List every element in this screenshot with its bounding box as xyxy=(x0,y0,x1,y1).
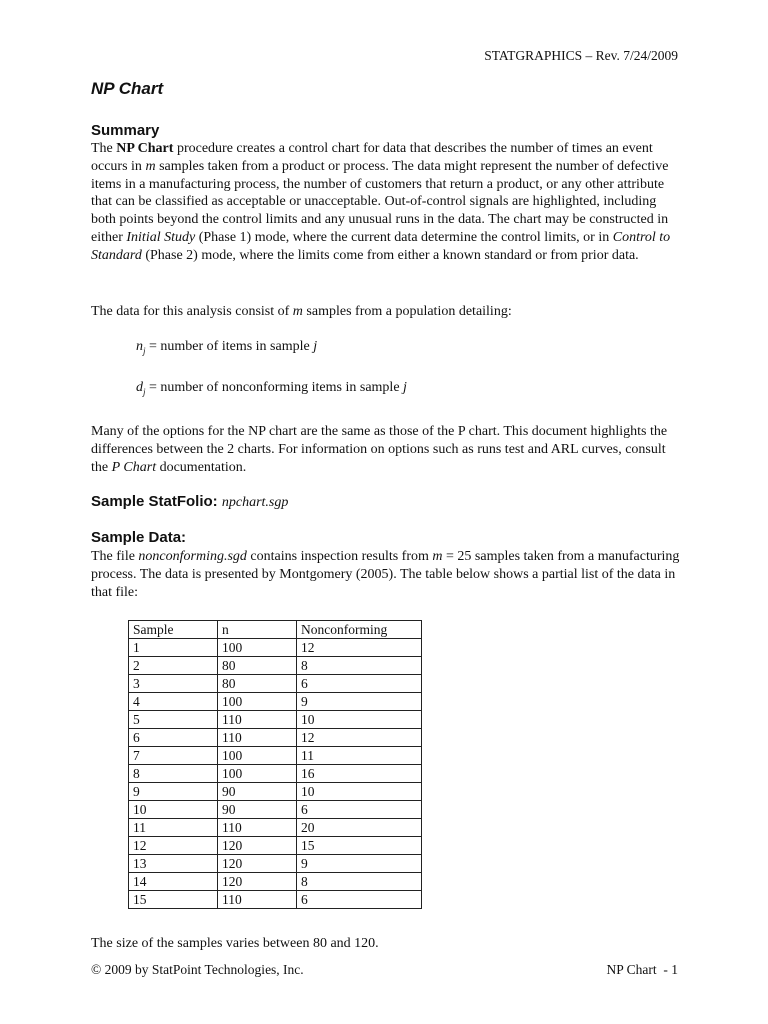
table-row xyxy=(129,873,422,891)
table-cell: 120 xyxy=(218,837,297,855)
table-cell: 10 xyxy=(129,801,218,819)
table-cell: 3 xyxy=(129,675,218,693)
table-cell: 6 xyxy=(129,729,218,747)
table-cell: 100 xyxy=(218,693,297,711)
table-cell: 12 xyxy=(129,837,218,855)
table-cell: 6 xyxy=(297,891,422,909)
table-cell: 110 xyxy=(218,711,297,729)
table-row xyxy=(129,693,422,711)
summary-heading: Summary xyxy=(91,122,160,139)
table-cell: 12 xyxy=(297,639,422,657)
table-cell: 120 xyxy=(218,873,297,891)
variable-d-definition: $d_j$ = number of nonconforming items in sample j xyxy=(136,380,407,397)
options-paragraph: Many of the options for the NP chart are the same as those of the P chart. This document highlights the differences between the 2 charts. For information on options such as runs test and ARL curves, consult the P Chart documentation. xyxy=(91,424,668,475)
table-cell: 11 xyxy=(129,819,218,837)
table-cell: 10 xyxy=(297,783,422,801)
table-row xyxy=(129,729,422,747)
np-chart-bold: NP Chart xyxy=(116,141,174,156)
table-cell: 8 xyxy=(297,657,422,675)
table-row xyxy=(129,891,422,909)
table-cell: 10 xyxy=(297,711,422,729)
table-cell: 110 xyxy=(218,891,297,909)
table-row xyxy=(129,675,422,693)
table-cell: 80 xyxy=(218,657,297,675)
page-title: NP Chart xyxy=(91,79,164,98)
table-row xyxy=(129,855,422,873)
sample-data-table xyxy=(128,620,422,909)
table-cell: 13 xyxy=(129,855,218,873)
table-cell: 9 xyxy=(297,855,422,873)
table-cell: 6 xyxy=(297,675,422,693)
table-row xyxy=(129,747,422,765)
data-intro-paragraph: The data for this analysis consist of m samples from a population detailing: xyxy=(91,304,512,319)
table-row xyxy=(129,819,422,837)
table-cell: 5 xyxy=(129,711,218,729)
table-cell: 8 xyxy=(297,873,422,891)
sample-size-note: The size of the samples varies between 80 and 120. xyxy=(91,936,379,951)
table-cell: 15 xyxy=(297,837,422,855)
table-cell: 9 xyxy=(297,693,422,711)
statfolio-heading: Sample StatFolio: npchart.sgp xyxy=(91,493,289,510)
table-cell: 110 xyxy=(218,729,297,747)
table-cell: 80 xyxy=(218,675,297,693)
column-header: Nonconforming xyxy=(297,621,422,639)
table-cell: 90 xyxy=(218,801,297,819)
table-cell: 9 xyxy=(129,783,218,801)
column-header: n xyxy=(218,621,297,639)
variable-n-definition: $n_j$ = number of items in sample j xyxy=(136,339,318,356)
table-cell: 100 xyxy=(218,747,297,765)
table-cell: 120 xyxy=(218,855,297,873)
table-cell: 100 xyxy=(218,765,297,783)
table-row xyxy=(129,783,422,801)
column-header: Sample xyxy=(129,621,218,639)
table-row xyxy=(129,639,422,657)
table-cell: 100 xyxy=(218,639,297,657)
running-header: STATGRAPHICS – Rev. 7/24/2009 xyxy=(484,48,678,63)
table-cell: 14 xyxy=(129,873,218,891)
table-cell: 90 xyxy=(218,783,297,801)
table-cell: 15 xyxy=(129,891,218,909)
table-cell: 1 xyxy=(129,639,218,657)
table-cell: 11 xyxy=(297,747,422,765)
footer-page-number: NP Chart - 1 xyxy=(606,962,678,977)
statfolio-file-name: npchart.sgp xyxy=(221,495,289,510)
table-row xyxy=(129,801,422,819)
table-cell: 110 xyxy=(218,819,297,837)
table-cell: 2 xyxy=(129,657,218,675)
summary-paragraph: The NP Chart procedure creates a control chart for data that describes the number of times an event occurs in m samples taken from a product or process. The data might represent the number of defective items in a manufacturing process, the number of customers that return a product, or any other attribute that can be classified as acceptable or unacceptable. Out-of-control signals are highlighted, including both points beyond the control limits and any unusual runs in the data. The chart may be constructed in either Initial Study (Phase 1) mode, where the current data determine the control limits, or in Control to Standard (Phase 2) mode, where the limits come from either a known standard or from prior data. xyxy=(91,141,671,263)
table-row xyxy=(129,711,422,729)
table-row xyxy=(129,837,422,855)
table-cell: 4 xyxy=(129,693,218,711)
table-row xyxy=(129,657,422,675)
table-cell: 16 xyxy=(297,765,422,783)
table-cell: 12 xyxy=(297,729,422,747)
sample-data-paragraph: The file nonconforming.sgd contains inspection results from m = 25 samples taken from a manufacturing process. The data is presented by Montgomery (2005). The table below shows a partial list of the data in that file: xyxy=(91,549,680,600)
table-cell: 8 xyxy=(129,765,218,783)
table-cell: 7 xyxy=(129,747,218,765)
table-header-row xyxy=(129,621,422,639)
table-cell: 20 xyxy=(297,819,422,837)
table-row xyxy=(129,765,422,783)
sample-data-heading: Sample Data: xyxy=(91,529,187,546)
table-cell: 6 xyxy=(297,801,422,819)
footer-copyright: © 2009 by StatPoint Technologies, Inc. xyxy=(91,962,304,977)
